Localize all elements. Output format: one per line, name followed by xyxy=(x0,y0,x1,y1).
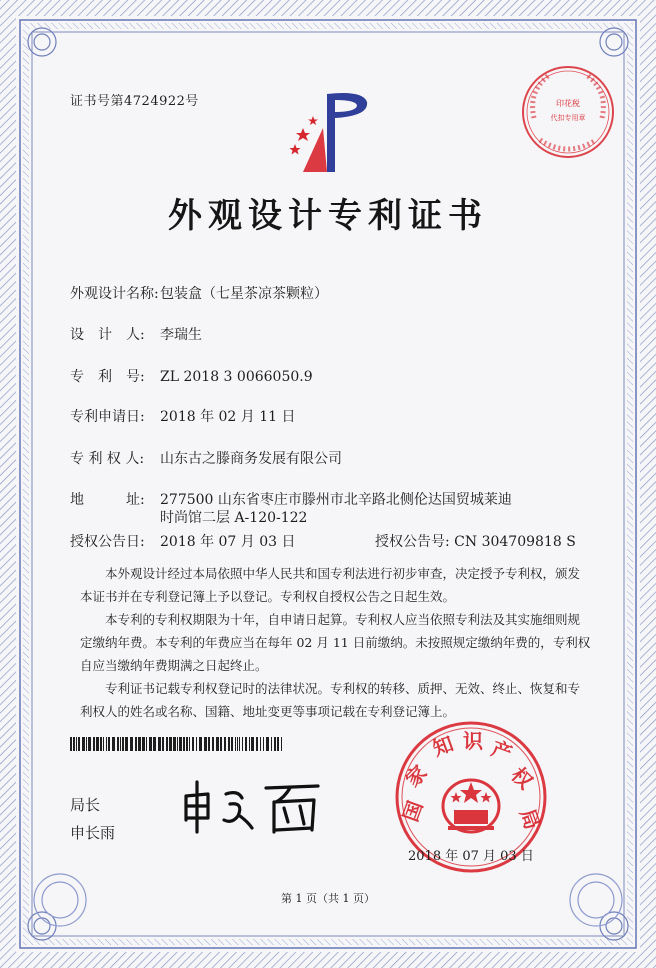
barcode-bar xyxy=(263,737,264,751)
field-application-date xyxy=(70,406,296,426)
barcode-bar xyxy=(120,737,121,751)
barcode-bar xyxy=(251,737,254,751)
barcode-bar xyxy=(277,737,279,751)
barcode-bar xyxy=(78,737,80,751)
field-grant-date xyxy=(70,531,296,551)
barcode-bar xyxy=(146,737,147,751)
seal-stamp-duty xyxy=(518,62,618,162)
barcode-bar xyxy=(231,737,233,751)
paragraph-grant xyxy=(80,562,598,608)
svg-text:知: 知 xyxy=(429,731,457,761)
paragraph-term xyxy=(80,608,598,677)
barcode-bar xyxy=(186,737,188,751)
barcode-bar xyxy=(135,737,137,751)
barcode-bar xyxy=(183,737,185,751)
barcode-bar xyxy=(237,737,238,751)
barcode-bar xyxy=(204,737,207,751)
barcode-bar xyxy=(228,737,230,751)
barcode-bar xyxy=(153,737,156,751)
barcode-bar xyxy=(239,737,240,751)
barcode-bar xyxy=(142,737,145,751)
barcode-bar xyxy=(266,737,269,751)
field-label: 授权公告日: xyxy=(70,534,145,550)
barcode-bar xyxy=(235,737,236,751)
barcode-bar xyxy=(199,737,202,751)
barcode-bar xyxy=(192,737,194,751)
field-label: 设 计 人: xyxy=(70,327,145,343)
barcode-bar xyxy=(88,737,91,751)
field-patentee xyxy=(70,448,342,468)
barcode-bar xyxy=(256,737,258,751)
svg-text:产: 产 xyxy=(488,736,516,766)
paragraph-line: 自应当缴纳年费期满之日起终止。 xyxy=(80,658,268,673)
barcode-bar xyxy=(82,737,85,751)
certificate-title: 外观设计专利证书 xyxy=(168,196,488,236)
barcode-bar xyxy=(162,737,164,751)
barcode-bar xyxy=(86,737,87,751)
barcode-bar xyxy=(224,737,226,751)
barcode-bar xyxy=(112,737,115,751)
barcode-bar xyxy=(158,737,161,751)
barcode-bar xyxy=(260,737,261,751)
barcode-bar xyxy=(138,737,141,751)
paragraph-line: 本证书并在专利登记簿上予以登记。专利权自授权公告之日起生效。 xyxy=(80,589,456,604)
barcode-bar xyxy=(169,737,172,751)
field-label: 专利申请日: xyxy=(70,409,145,425)
paragraph-line: 定缴纳年费。本专利的年费应当在每年 02 月 11 日前缴纳。未按照规定缴纳年费的，专利权 xyxy=(80,635,591,650)
barcode-bar xyxy=(96,737,99,751)
barcode-bar xyxy=(73,737,75,751)
field-designer xyxy=(70,324,202,344)
barcode-bar xyxy=(103,737,104,751)
barcode xyxy=(70,737,285,751)
barcode-bar xyxy=(177,737,178,751)
field-address xyxy=(70,489,512,509)
barcode-bar xyxy=(70,737,72,751)
barcode-bar xyxy=(245,737,247,751)
barcode-bar xyxy=(122,737,124,751)
barcode-bar xyxy=(93,737,95,751)
barcode-bar xyxy=(173,737,176,751)
field-value: 2018 年 02 月 11 日 xyxy=(160,409,296,425)
barcode-bar xyxy=(212,737,214,751)
field-value: 277500 山东省枣庄市滕州市北辛路北侧伦达国贸城莱迪 xyxy=(160,492,512,508)
svg-text:代扣专用章: 代扣专用章 xyxy=(550,114,586,122)
field-label: 授权公告号: xyxy=(375,534,450,550)
svg-text:家: 家 xyxy=(400,760,432,792)
barcode-bar xyxy=(106,737,107,751)
field-patent-number xyxy=(70,366,313,386)
barcode-bar xyxy=(117,737,119,751)
barcode-bar xyxy=(179,737,182,751)
field-value: 李瑞生 xyxy=(160,327,202,343)
paragraph-line: 利权人的姓名或名称、国籍、地址变更等事项记载在专利登记簿上。 xyxy=(80,704,456,719)
paragraph-line: 本外观设计经过本局依照中华人民共和国专利法进行初步审查，决定授予专利权，颁发 xyxy=(105,566,581,581)
barcode-bar xyxy=(274,737,276,751)
patent-office-logo xyxy=(283,88,383,178)
barcode-bar xyxy=(196,737,197,751)
barcode-bar xyxy=(242,737,243,751)
field-address-line2: 时尚馆二层 A-120-122 xyxy=(160,510,308,526)
svg-text:印花税: 印花税 xyxy=(556,99,580,108)
barcode-bar xyxy=(249,737,250,751)
svg-text:局: 局 xyxy=(515,805,545,833)
svg-text:国: 国 xyxy=(398,797,428,825)
field-value: CN 304709818 S xyxy=(454,534,576,550)
seal-date: 2018 年 07 月 03 日 xyxy=(408,849,534,864)
barcode-bar xyxy=(208,737,210,751)
barcode-bar xyxy=(216,737,219,751)
svg-text:识: 识 xyxy=(463,729,483,753)
field-label: 专 利 权 人: xyxy=(70,451,145,467)
field-label: 专 利 号: xyxy=(70,369,145,385)
field-label: 地 址: xyxy=(70,492,145,508)
barcode-bar xyxy=(125,737,128,751)
barcode-bar xyxy=(76,737,77,751)
page-footer: 第 1 页（共 1 页） xyxy=(281,892,375,905)
svg-text:权: 权 xyxy=(506,762,538,794)
field-value: 2018 年 07 月 03 日 xyxy=(160,534,296,550)
field-value: 包装盒（七星茶凉茶颗粒） xyxy=(160,286,328,302)
paragraph-line: 专利证书记载专利权登记时的法律状况。专利权的转移、质押、无效、终止、恢复和专 xyxy=(105,681,581,696)
barcode-bar xyxy=(100,737,102,751)
barcode-bar xyxy=(149,737,152,751)
signatory-title: 局长 xyxy=(70,796,101,814)
field-grant-number xyxy=(375,531,576,551)
field-design-name xyxy=(70,283,328,303)
barcode-bar xyxy=(271,737,272,751)
paragraph-line: 本专利的专利权期限为十年，自申请日起算。专利权人应当依照专利法及其实施细则规 xyxy=(105,612,581,627)
barcode-bar xyxy=(189,737,190,751)
field-label: 外观设计名称: xyxy=(70,286,159,302)
field-value: 山东古之滕商务发展有限公司 xyxy=(160,451,342,467)
barcode-bar xyxy=(108,737,110,751)
barcode-bar xyxy=(220,737,222,751)
certificate-number: 证书号第4724922号 xyxy=(70,94,199,109)
paragraph-legal-status xyxy=(80,677,598,723)
barcode-bar xyxy=(281,737,282,751)
barcode-bar xyxy=(166,737,168,751)
signatory-name: 申长雨 xyxy=(70,824,116,842)
barcode-bar xyxy=(130,737,133,751)
field-value: ZL 2018 3 0066050.9 xyxy=(160,369,313,385)
handwritten-signature xyxy=(178,776,328,836)
